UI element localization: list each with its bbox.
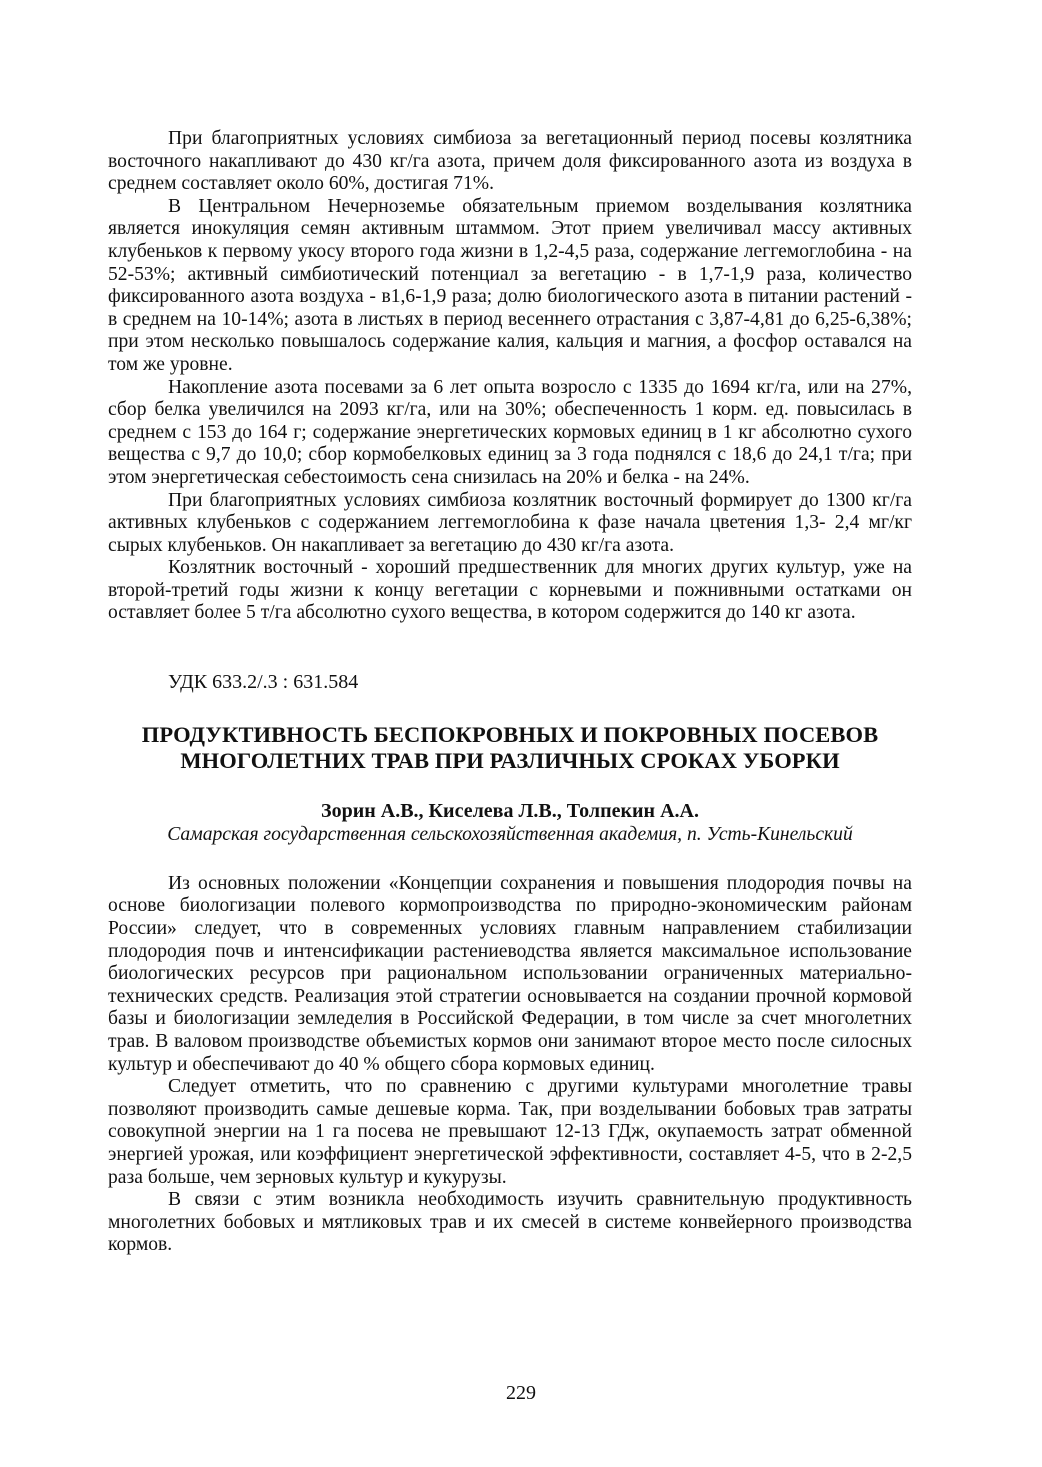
article-body: [108, 873, 912, 1257]
udc-code: УДК 633.2/.3 : 631.584: [168, 671, 359, 694]
previous-article-end: [108, 128, 912, 625]
paragraph: Из основных положении «Концепции сохранения и повышения плодородия почвы на основе биологизации полевого кормопроизводства по природно-экономическим районам России» следует, что в современных условиях главным направлением стабилизации плодородия почв и интенсификации растениеводства является максимальное использование биологических ресурсов при рациональном использовании ограниченных материально-технических средств. Реализация этой стратегии основывается на создании прочной кормовой базы и биологизации земледелия в Российской Федерации, в том числе за счет многолетних трав. В валовом производстве объемистых кормов они занимают второе место после силосных культур и обеспечивают до 40 % общего сбора кормовых единиц.: [108, 872, 912, 1075]
article-authors: Зорин А.В., Киселева Л.В., Толпекин А.А.: [321, 799, 699, 822]
paragraph: Накопление азота посевами за 6 лет опыта возросло с 1335 до 1694 кг/га, или на 27%, сбор белка увеличился на 2093 кг/га, или на 30%; обеспеченность 1 корм. ед. повысилась в среднем с 153 до 164 г; содержание энергетических кормовых единиц в 1 кг абсолютно сухого вещества с 9,7 до 10,0; сбор кормобелковых единиц за 3 года поднялся с 18,6 до 24,1 т/га; при этом энергетическая себестоимость сена снизилась на 20% и белка - на 24%.: [108, 376, 912, 488]
paragraph: При благоприятных условиях симбиоза козлятник восточный формирует до 1300 кг/га активных клубеньков с содержанием леггемоглобина к фазе начала цветения 1,3- 2,4 мг/кг сырых клубеньков. Он накапливает за вегетацию до 430 кг/га азота.: [108, 489, 912, 556]
page-content: [108, 128, 912, 1257]
article-affiliation: Самарская государственная сельскохозяйственная академия, п. Усть-Кинельский: [167, 824, 853, 846]
article-title-line: ПРОДУКТИВНОСТЬ БЕСПОКРОВНЫХ И ПОКРОВНЫХ ПОСЕВОВ: [141, 721, 879, 747]
paragraph: В Центральном Нечерноземье обязательным приемом возделывания козлятника является инокуляция семян активным штаммом. Этот прием увеличивал массу активных клубеньков к первому укосу второго года жизни в 1,2-4,5 раза, содержание леггемоглобина - на 52-53%; активный симбиотический потенциал за вегетацию - в 1,7-1,9 раза, количество фиксированного азота воздуха - в1,6-1,9 раза; долю биологического азота в питании растений - в среднем на 10-14%; азота в листьях в период весеннего отрастания с 3,87-4,81 до 6,25-6,38%; при этом несколько повышалось содержание калия, кальция и магния, а фосфор оставался на том же уровне.: [108, 195, 912, 375]
article-title: [108, 722, 912, 774]
page-number: 229: [506, 1382, 536, 1404]
paragraph: Козлятник восточный - хороший предшественник для многих других культур, уже на второй-третий годы жизни к концу вегетации с корневыми и пожнивными остатками он оставляет более 5 т/га абсолютно сухого вещества, в котором содержится до 140 кг азота.: [108, 557, 912, 624]
paragraph: При благоприятных условиях симбиоза за вегетационный период посевы козлятника восточного накапливают до 430 кг/га азота, причем доля фиксированного азота из воздуха в среднем составляет около 60%, достигая 71%.: [108, 128, 912, 195]
article-title-line: МНОГОЛЕТНИХ ТРАВ ПРИ РАЗЛИЧНЫХ СРОКАХ УБОРКИ: [180, 747, 840, 773]
paragraph: Следует отметить, что по сравнению с другими культурами многолетние травы позволяют производить самые дешевые корма. Так, при возделывании бобовых трав затраты совокупной энергии на 1 га посева не превышают 12-13 ГДж, окупаемость затрат обменной энергией урожая, или коэффициент энергетической эффективности, составляет 4-5, что в 2-2,5 раза больше, чем зерновых культур и кукурузы.: [108, 1076, 912, 1188]
paragraph: В связи с этим возникла необходимость изучить сравнительную продуктивность многолетних бобовых и мятликовых трав и их смесей в системе конвейерного производства кормов.: [108, 1189, 912, 1256]
